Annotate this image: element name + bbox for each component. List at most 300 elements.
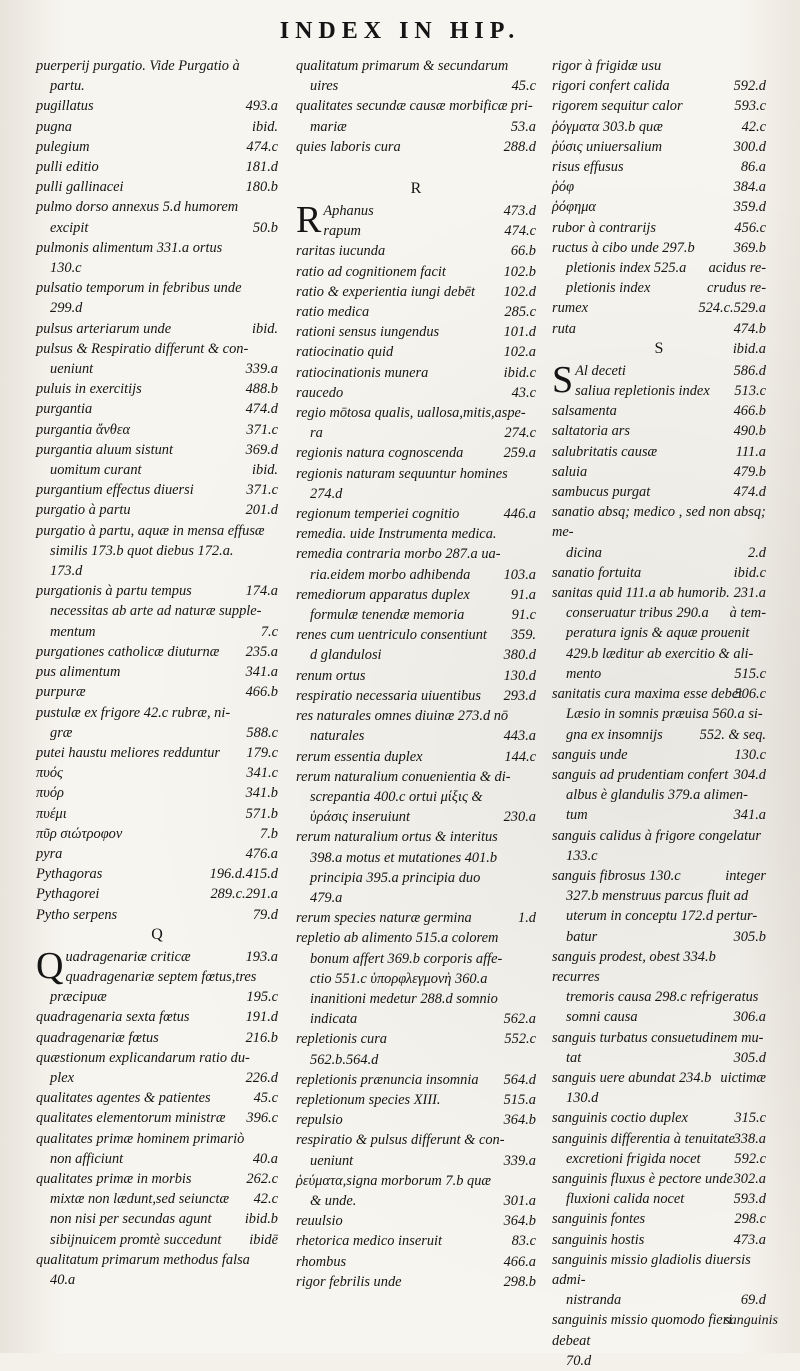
entry-term: rigor à frigidæ usu bbox=[552, 58, 662, 74]
entry-term: saliua repletionis index bbox=[575, 383, 710, 400]
entry-page-ref: 42.c bbox=[741, 118, 766, 135]
entry-term: saluia bbox=[552, 463, 588, 480]
index-entry bbox=[552, 1250, 766, 1290]
entry-term: principia 395.a principia duo bbox=[310, 869, 481, 886]
index-entry-continuation bbox=[36, 1068, 278, 1088]
entry-term: purgationes catholicæ diuturnæ bbox=[36, 643, 220, 660]
index-entry bbox=[296, 403, 536, 423]
entry-term: partu. bbox=[50, 78, 85, 95]
entry-page-ref: 456.c bbox=[734, 219, 766, 236]
index-entry bbox=[36, 662, 278, 682]
entry-term: sanatio fortuita bbox=[552, 564, 642, 581]
entry-page-ref: 474.c bbox=[246, 138, 278, 155]
index-entry-continuation bbox=[552, 987, 766, 1007]
index-entry-continuation bbox=[296, 565, 536, 585]
index-entry bbox=[296, 1029, 536, 1049]
entry-term: pulegium bbox=[36, 138, 90, 155]
entry-term: ria.eidem morbo adhibenda bbox=[310, 566, 471, 583]
entry-term: pyra bbox=[36, 845, 63, 862]
index-entry bbox=[36, 480, 278, 500]
entry-page-ref: 216.b bbox=[245, 1029, 278, 1046]
entry-page-ref: 339.a bbox=[503, 1152, 536, 1169]
entry-term: ῥόφημα bbox=[552, 199, 596, 216]
entry-page-ref: 562.a bbox=[503, 1011, 536, 1028]
index-entry-continuation bbox=[36, 258, 278, 278]
index-entry-continuation bbox=[296, 807, 536, 827]
entry-page-ref: 83.c bbox=[511, 1233, 536, 1250]
entry-term: res naturales omnes diuinæ 273.d nō bbox=[296, 708, 509, 725]
entry-term: necessitas ab arte ad naturæ supple- bbox=[50, 603, 262, 620]
entry-page-ref: 102.d bbox=[503, 283, 536, 300]
index-entry bbox=[296, 1272, 536, 1292]
index-entry-continuation bbox=[552, 886, 766, 906]
entry-term: mixtæ non lædunt,sed seiunctæ bbox=[50, 1191, 230, 1208]
index-entry-continuation bbox=[36, 1189, 278, 1209]
entry-term: tremoris causa 298.c refrigeratus bbox=[566, 989, 759, 1006]
entry-term: tat bbox=[566, 1049, 582, 1066]
entry-term: ructus à cibo unde 297.b bbox=[552, 239, 695, 256]
entry-term: inanitioni medetur 288.d somnio bbox=[310, 990, 498, 1007]
index-entry-continuation bbox=[552, 381, 766, 401]
entry-term: similis 173.b quot diebus 172.a. bbox=[50, 542, 234, 559]
entry-term: purgatio à partu, aquæ in mensa effusæ bbox=[36, 522, 265, 539]
entry-page-ref: 102.b bbox=[503, 263, 536, 280]
index-entry bbox=[296, 706, 536, 726]
entry-page-ref: 564.d bbox=[503, 1071, 536, 1088]
entry-page-ref: 289.c.291.a bbox=[210, 886, 278, 903]
index-entry bbox=[36, 581, 278, 601]
entry-term: formulæ tenendæ memoria bbox=[310, 607, 465, 624]
index-column-1 bbox=[36, 56, 278, 1290]
index-entry bbox=[296, 686, 536, 706]
entry-term: ῥόγματα 303.b quæ bbox=[552, 118, 663, 135]
entry-term: Pythagoras bbox=[36, 866, 103, 883]
entry-term: puluis in exercitijs bbox=[36, 381, 142, 398]
index-entry-continuation bbox=[296, 645, 536, 665]
index-entry-continuation bbox=[36, 1209, 278, 1229]
entry-term: uomitum curant bbox=[50, 462, 142, 479]
entry-term: quadragenariæ fœtus bbox=[36, 1029, 159, 1046]
index-entry bbox=[552, 298, 766, 318]
entry-page-ref: 524.c.529.a bbox=[698, 300, 766, 317]
entry-page-ref: 259.a bbox=[503, 445, 536, 462]
entry-page-ref: 396.c bbox=[246, 1110, 278, 1127]
entry-page-ref: 506.c bbox=[734, 686, 766, 703]
entry-term: risus effusus bbox=[552, 159, 624, 176]
entry-term: remedia contraria morbo 287.a ua- bbox=[296, 546, 501, 563]
entry-term: sanitatis cura maxima esse debet bbox=[552, 686, 743, 703]
entry-term: sibijnuicem promtè succedunt bbox=[50, 1231, 222, 1248]
entry-term: pus alimentum bbox=[36, 664, 121, 681]
index-entry-continuation bbox=[36, 1270, 278, 1290]
entry-term: ὑράσις inseruiunt bbox=[310, 809, 410, 826]
entry-term: sanguis unde bbox=[552, 746, 628, 763]
entry-page-ref: ibid. bbox=[252, 320, 278, 337]
index-entry-continuation bbox=[36, 967, 278, 987]
index-entry bbox=[296, 928, 536, 948]
index-entry-continuation bbox=[552, 846, 766, 866]
index-entry bbox=[296, 1231, 536, 1251]
index-entry-continuation bbox=[296, 787, 536, 807]
page-header: INDEX IN HIP. bbox=[279, 18, 521, 44]
index-entry bbox=[552, 866, 766, 886]
index-entry bbox=[36, 783, 278, 803]
entry-page-ref: 285.c bbox=[504, 304, 536, 321]
index-entry bbox=[296, 1110, 536, 1130]
index-entry bbox=[36, 197, 278, 217]
entry-term: Pytho serpens bbox=[36, 906, 118, 923]
index-entry bbox=[36, 642, 278, 662]
index-entry bbox=[552, 442, 766, 462]
index-entry bbox=[552, 1129, 766, 1149]
entry-page-ref: 369.d bbox=[245, 441, 278, 458]
entry-page-ref: 179.c bbox=[246, 744, 278, 761]
entry-term: ratio & experientia iungi debēt bbox=[296, 283, 476, 300]
entry-term: ῥύσις uniuersalium bbox=[552, 138, 662, 155]
entry-term: pugillatus bbox=[36, 98, 94, 115]
entry-term: uterum in conceptu 172.d pertur- bbox=[566, 908, 758, 925]
entry-page-ref: 493.a bbox=[245, 98, 278, 115]
entry-term: sanguinis fontes bbox=[552, 1211, 646, 1228]
entry-term: πυός bbox=[36, 765, 63, 782]
entry-term: purgationis à partu tempus bbox=[36, 583, 192, 600]
entry-page-ref: 479.b bbox=[733, 463, 766, 480]
entry-term: naturales bbox=[310, 728, 365, 745]
index-entry-continuation bbox=[552, 785, 766, 805]
entry-page-ref: 288.d bbox=[503, 138, 536, 155]
entry-term: renes cum uentriculo consentiunt bbox=[296, 627, 487, 644]
entry-term: plex bbox=[50, 1069, 74, 1086]
entry-term: pulsus arteriarum unde bbox=[36, 320, 172, 337]
entry-page-ref: 380.d bbox=[503, 647, 536, 664]
index-entry bbox=[552, 76, 766, 96]
index-entry bbox=[296, 363, 536, 383]
entry-page-ref: 274.c bbox=[504, 425, 536, 442]
index-entry bbox=[552, 421, 766, 441]
index-entry bbox=[36, 1088, 278, 1108]
index-entry-continuation bbox=[552, 1189, 766, 1209]
entry-page-ref: 466.b bbox=[733, 403, 766, 420]
entry-term: pulsus & Respiratio differunt & con- bbox=[36, 340, 249, 357]
entry-term: regionis naturam sequuntur homines bbox=[296, 465, 508, 482]
entry-term: rerum species naturæ germina bbox=[296, 910, 472, 927]
entry-term: repulsio bbox=[296, 1112, 343, 1129]
entry-term: remedia. uide Instrumenta medica. bbox=[296, 526, 497, 543]
section-letter: R bbox=[410, 180, 422, 198]
entry-term: pulli editio bbox=[36, 159, 99, 176]
entry-page-ref: 341.a bbox=[733, 807, 766, 824]
entry-page-ref: 130.c bbox=[734, 746, 766, 763]
index-entry-continuation bbox=[36, 561, 278, 581]
index-entry bbox=[36, 824, 278, 844]
index-entry bbox=[552, 56, 766, 76]
index-entry bbox=[296, 464, 536, 484]
entry-page-ref: 231.a bbox=[733, 585, 766, 602]
index-entry bbox=[36, 117, 278, 137]
entry-term: ueniunt bbox=[310, 1152, 354, 1169]
entry-page-ref: 466.b bbox=[245, 684, 278, 701]
entry-term: 429.b læditur ab exercitio & ali- bbox=[566, 645, 754, 662]
entry-page-ref: 196.d.415.d bbox=[209, 866, 278, 883]
index-entry bbox=[36, 319, 278, 339]
index-entry bbox=[296, 747, 536, 767]
index-entry bbox=[36, 157, 278, 177]
index-entry bbox=[552, 157, 766, 177]
entry-term: pustulæ ex frigore 42.c rubræ, ni- bbox=[36, 704, 231, 721]
entry-term: sanguis prodest, obest 334.b recurres bbox=[552, 948, 716, 985]
index-entry-continuation bbox=[296, 1191, 536, 1211]
entry-page-ref: 515.c bbox=[734, 665, 766, 682]
entry-term: rigori confert calida bbox=[552, 78, 670, 95]
index-entry-continuation bbox=[36, 723, 278, 743]
entry-page-ref: 473.a bbox=[733, 1231, 766, 1248]
entry-term: 562.b.564.d bbox=[310, 1051, 379, 1068]
index-entry bbox=[296, 1090, 536, 1110]
index-column-3 bbox=[552, 56, 766, 1371]
entry-page-ref: 592.d bbox=[733, 78, 766, 95]
entry-term: Pythagorei bbox=[36, 886, 100, 903]
entry-term: somni causa bbox=[566, 1009, 638, 1026]
entry-page-ref: 315.c bbox=[734, 1110, 766, 1127]
index-entry-continuation bbox=[552, 543, 766, 563]
entry-page-ref: 230.a bbox=[503, 809, 536, 826]
entry-page-ref: 193.a bbox=[245, 948, 278, 965]
entry-page-ref: 42.c bbox=[253, 1191, 278, 1208]
entry-page-ref: 301.a bbox=[503, 1192, 536, 1209]
entry-page-ref: 53.a bbox=[510, 118, 536, 135]
entry-term: repletionis cura bbox=[296, 1031, 387, 1048]
index-entry bbox=[552, 1108, 766, 1128]
index-entry-continuation bbox=[552, 704, 766, 724]
entry-page-ref: 474.d bbox=[733, 484, 766, 501]
entry-term: ratiocinatio quid bbox=[296, 344, 394, 361]
index-entry-continuation bbox=[36, 298, 278, 318]
entry-term: 40.a bbox=[50, 1271, 76, 1288]
index-entry bbox=[36, 56, 278, 76]
entry-page-ref: 552. & seq. bbox=[699, 726, 766, 743]
entry-page-ref: 101.d bbox=[503, 324, 536, 341]
entry-term: 130.d bbox=[566, 1090, 599, 1107]
entry-page-ref: 305.b bbox=[733, 928, 766, 945]
index-entry bbox=[296, 1070, 536, 1090]
index-entry bbox=[36, 96, 278, 116]
entry-term: purgantia ἄνθεα bbox=[36, 421, 131, 438]
entry-page-ref: 306.a bbox=[733, 1009, 766, 1026]
entry-term: sanguis turbatus consuetudinem mu- bbox=[552, 1029, 764, 1046]
index-entry bbox=[552, 947, 766, 987]
index-entry bbox=[36, 1169, 278, 1189]
entry-term: ratio medica bbox=[296, 304, 370, 321]
entry-page-ref: 293.d bbox=[503, 687, 536, 704]
entry-page-ref: uictimæ bbox=[720, 1069, 766, 1086]
index-entry bbox=[552, 197, 766, 217]
index-entry-continuation bbox=[552, 1048, 766, 1068]
entry-page-ref: 45.c bbox=[253, 1090, 278, 1107]
entry-page-ref: ibid.c bbox=[503, 364, 536, 381]
entry-term: 398.a motus et mutationes 401.b bbox=[310, 849, 498, 866]
entry-term: peratura ignis & aquæ prouenit bbox=[566, 625, 750, 642]
entry-page-ref: 384.a bbox=[733, 179, 766, 196]
catchword: sanguinis bbox=[724, 1313, 778, 1328]
entry-term: fluxioni calida nocet bbox=[566, 1191, 685, 1208]
entry-term: reuulsio bbox=[296, 1213, 343, 1230]
index-entry bbox=[36, 1108, 278, 1128]
index-entry-continuation bbox=[296, 868, 536, 888]
entry-term: qualitatum primarum & secundarum bbox=[296, 58, 509, 74]
entry-term: non afficiunt bbox=[50, 1150, 124, 1167]
index-entry bbox=[296, 524, 536, 544]
entry-term: non nisi per secundas agunt bbox=[50, 1211, 212, 1228]
index-entry-continuation bbox=[296, 1151, 536, 1171]
entry-page-ref: 364.b bbox=[503, 1213, 536, 1230]
index-entry bbox=[296, 827, 536, 847]
index-entry bbox=[36, 905, 278, 925]
index-entry-continuation bbox=[36, 622, 278, 642]
entry-page-ref: 2.d bbox=[748, 544, 766, 561]
index-entry bbox=[296, 1171, 536, 1191]
index-entry bbox=[36, 521, 278, 541]
entry-page-ref: ibid.c bbox=[733, 564, 766, 581]
index-entry-continuation bbox=[36, 1230, 278, 1250]
entry-page-ref: 195.c bbox=[246, 989, 278, 1006]
index-entry-continuation bbox=[296, 1050, 536, 1070]
entry-page-ref: 300.d bbox=[733, 138, 766, 155]
entry-page-ref: 341.c bbox=[246, 765, 278, 782]
entry-term: sanguinis missio quomodo fieri debeat bbox=[552, 1312, 733, 1349]
entry-term: excipit bbox=[50, 219, 89, 236]
entry-term: sanguinis hostis bbox=[552, 1231, 645, 1248]
entry-term: repletionis prænuncia insomnia bbox=[296, 1071, 479, 1088]
entry-term: conseruatur tribus 290.a bbox=[566, 605, 709, 622]
index-entry-continuation bbox=[36, 601, 278, 621]
entry-term: pulmo dorso annexus 5.d humorem bbox=[36, 199, 239, 216]
entry-term: rubor à contrarijs bbox=[552, 219, 656, 236]
entry-term: sanguinis missio gladiolis diuersis admi- bbox=[552, 1251, 751, 1288]
section-letter: Q bbox=[151, 925, 163, 943]
entry-term: repletionum species XIII. bbox=[296, 1091, 441, 1108]
entry-term: repletio ab alimento 515.a colorem bbox=[296, 930, 499, 947]
entry-page-ref: 102.a bbox=[503, 344, 536, 361]
entry-page-ref: ibid.a bbox=[732, 340, 766, 357]
entry-term: rumex bbox=[552, 300, 588, 317]
entry-term: uires bbox=[310, 78, 339, 95]
entry-term: putei haustu meliores redduntur bbox=[36, 744, 220, 761]
entry-term: purgantium effectus diuersi bbox=[36, 482, 194, 499]
index-entry-continuation bbox=[296, 949, 536, 969]
entry-term: pulmonis alimentum 331.a ortus bbox=[36, 239, 223, 256]
entry-term: rhetorica medico inseruit bbox=[296, 1233, 443, 1250]
index-entry-continuation bbox=[552, 906, 766, 926]
index-entry bbox=[552, 563, 766, 583]
entry-term: purgatio à partu bbox=[36, 502, 131, 519]
index-entry bbox=[36, 339, 278, 359]
entry-term: 479.a bbox=[310, 889, 343, 906]
entry-page-ref: ibid.b bbox=[244, 1211, 278, 1228]
entry-page-ref: 50.b bbox=[252, 219, 278, 236]
index-entry-continuation bbox=[296, 605, 536, 625]
index-entry bbox=[36, 844, 278, 864]
entry-page-ref: 69.d bbox=[740, 1292, 766, 1309]
entry-page-ref: acidus re- bbox=[708, 260, 766, 277]
entry-term: rigor febrilis unde bbox=[296, 1273, 402, 1290]
entry-page-ref: integer bbox=[725, 867, 766, 884]
index-entry-continuation bbox=[552, 644, 766, 664]
index-entry-continuation bbox=[552, 278, 766, 298]
entry-term: screpantia 400.c ortui μίξις & bbox=[310, 788, 483, 805]
entry-term: 130.c bbox=[50, 260, 82, 277]
entry-page-ref: 364.b bbox=[503, 1112, 536, 1129]
entry-term: pletionis index 525.a bbox=[566, 260, 687, 277]
entry-term: respiratio & pulsus differunt & con- bbox=[296, 1132, 505, 1149]
index-entry bbox=[36, 864, 278, 884]
index-entry bbox=[36, 703, 278, 723]
entry-term: rerum naturalium ortus & interitus bbox=[296, 829, 498, 846]
entry-term: ruta bbox=[552, 320, 576, 337]
entry-page-ref: 341.a bbox=[245, 664, 278, 681]
entry-page-ref: crudus re- bbox=[706, 280, 766, 297]
entry-term: puerperij purgatio. Vide Purgatio à bbox=[36, 58, 240, 74]
entry-page-ref: 571.b bbox=[245, 805, 278, 822]
entry-page-ref: 515.a bbox=[503, 1091, 536, 1108]
entry-term: 173.d bbox=[50, 563, 83, 580]
index-entry bbox=[296, 137, 536, 157]
entry-term: salubritatis causæ bbox=[552, 443, 658, 460]
index-entry bbox=[552, 1028, 766, 1048]
entry-term: πυέμι bbox=[36, 805, 67, 822]
entry-term: rhombus bbox=[296, 1253, 347, 1270]
index-entry-continuation bbox=[36, 76, 278, 96]
entry-term: πυόρ bbox=[36, 785, 64, 802]
entry-term: qualitates agentes & patientes bbox=[36, 1090, 211, 1107]
entry-term: nistranda bbox=[566, 1292, 622, 1309]
index-entry bbox=[296, 1252, 536, 1272]
index-entry bbox=[296, 342, 536, 362]
entry-term: rapum bbox=[323, 223, 361, 240]
index-entry bbox=[36, 1129, 278, 1149]
index-entry bbox=[296, 262, 536, 282]
entry-page-ref: 338.a bbox=[733, 1130, 766, 1147]
section-letter bbox=[296, 157, 536, 179]
index-entry bbox=[36, 763, 278, 783]
entry-page-ref: 359.d bbox=[733, 199, 766, 216]
entry-page-ref: 341.b bbox=[245, 785, 278, 802]
entry-page-ref: 174.a bbox=[245, 583, 278, 600]
entry-term: d glandulosi bbox=[310, 647, 382, 664]
index-entry-continuation bbox=[296, 1009, 536, 1029]
entry-term: qualitates primæ in morbis bbox=[36, 1170, 192, 1187]
entry-term: qualitatum primarum methodus falsa bbox=[36, 1251, 250, 1268]
index-entry bbox=[36, 500, 278, 520]
index-entry bbox=[552, 462, 766, 482]
entry-page-ref: 7.c bbox=[260, 623, 278, 640]
entry-page-ref: 371.c bbox=[246, 421, 278, 438]
entry-term: regio mōtosa qualis, uallosa,mitis,aspe- bbox=[296, 405, 526, 422]
entry-term: rerum essentia duplex bbox=[296, 748, 423, 765]
entry-term: sanguis calidus à frigore congelatur bbox=[552, 827, 761, 844]
entry-term: mariæ bbox=[310, 118, 347, 135]
index-entry bbox=[552, 826, 766, 846]
entry-term: purgantia aluum sistunt bbox=[36, 441, 173, 458]
entry-page-ref: 443.a bbox=[503, 728, 536, 745]
index-entry bbox=[552, 482, 766, 502]
index-entry-continuation bbox=[36, 460, 278, 480]
index-entry bbox=[296, 544, 536, 564]
index-entry bbox=[552, 684, 766, 704]
entry-page-ref: 79.d bbox=[252, 906, 278, 923]
index-entry bbox=[296, 302, 536, 322]
entry-page-ref: ibid. bbox=[252, 462, 278, 479]
index-entry bbox=[296, 1130, 536, 1150]
